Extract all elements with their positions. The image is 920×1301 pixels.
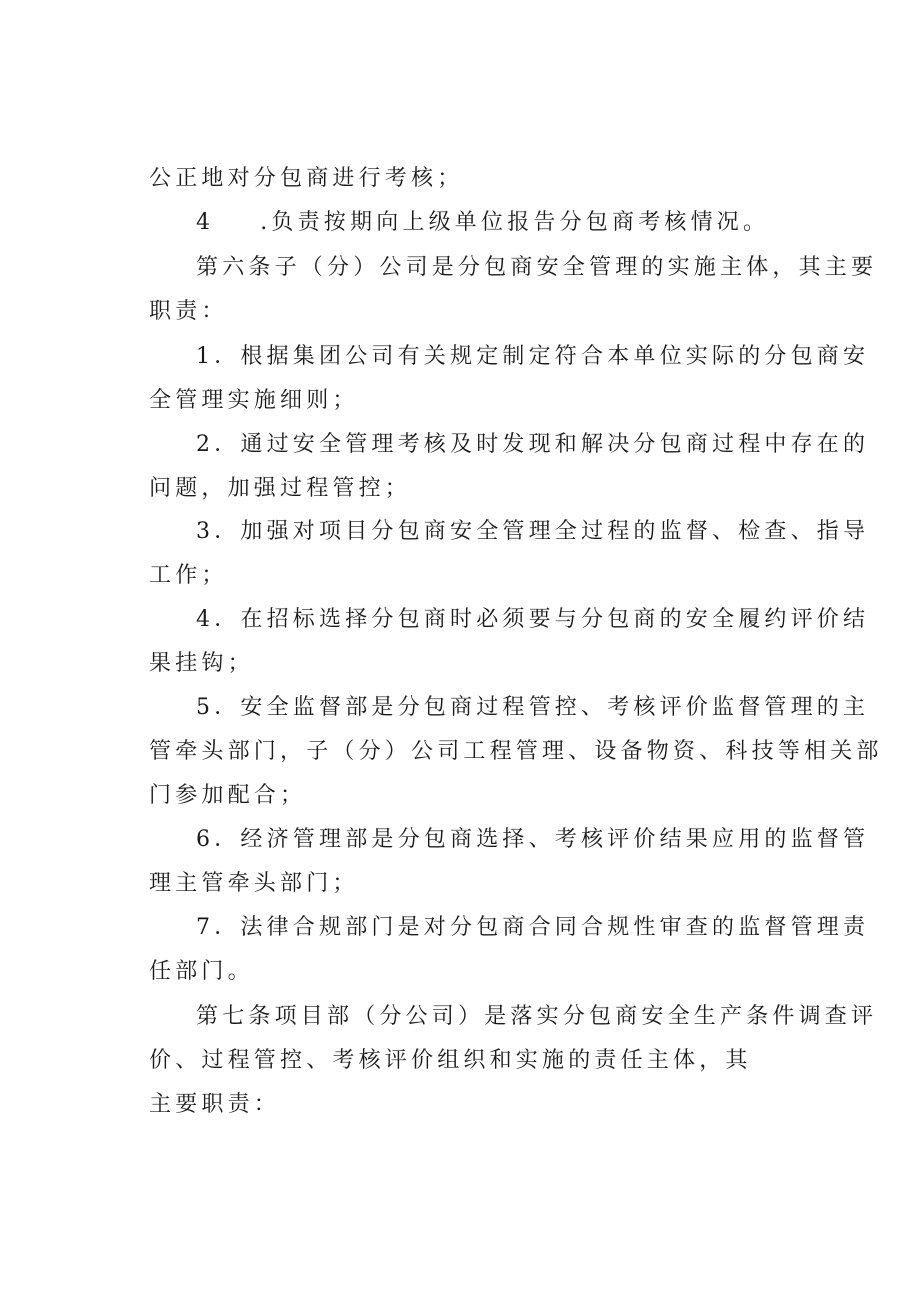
- text-line: 理主管牵头部门；: [149, 871, 359, 896]
- list-item-line: 1．根据集团公司有关规定制定符合本单位实际的分包商安: [196, 344, 870, 369]
- item-number: 4: [196, 210, 215, 235]
- text-line: 全管理实施细则；: [149, 388, 359, 413]
- item-text: .负责按期向上级单位报告分包商考核情况。: [260, 210, 770, 235]
- list-item-line: 6．经济管理部是分包商选择、考核评价结果应用的监督管: [196, 827, 870, 852]
- list-item-line: 4．在招标选择分包商时必须要与分包商的安全履约评价结: [196, 607, 870, 632]
- article-heading-line: 第六条子（分）公司是分包商安全管理的实施主体，其主要: [196, 255, 878, 280]
- text-line: 职责：: [149, 299, 228, 324]
- text-line: 价、过程管控、考核评价组织和实施的责任主体，其: [149, 1048, 752, 1073]
- text-line: 门参加配合；: [149, 783, 307, 808]
- text-line: 工作；: [149, 563, 228, 588]
- text-line: 公正地对分包商进行考核；: [149, 166, 464, 191]
- list-item-line: [196, 208, 769, 238]
- text-line: 管牵头部门，子（分）公司工程管理、设备物资、科技等相关部: [149, 739, 883, 764]
- text-line: 果挂钩；: [149, 651, 254, 676]
- list-item-line: 7．法律合规部门是对分包商合同合规性审查的监督管理责: [196, 915, 870, 940]
- list-item-line: 5．安全监督部是分包商过程管控、考核评价监督管理的主: [196, 695, 870, 720]
- article-heading-line: 第七条项目部（分公司）是落实分包商安全生产条件调查评: [196, 1004, 878, 1029]
- text-line: 主要职责：: [149, 1092, 281, 1117]
- list-item-line: 3．加强对项目分包商安全管理全过程的监督、检查、指导: [196, 519, 870, 544]
- text-line: 问题，加强过程管控；: [149, 476, 412, 501]
- list-item-line: 2．通过安全管理考核及时发现和解决分包商过程中存在的: [196, 432, 870, 457]
- text-line: 任部门。: [149, 959, 254, 984]
